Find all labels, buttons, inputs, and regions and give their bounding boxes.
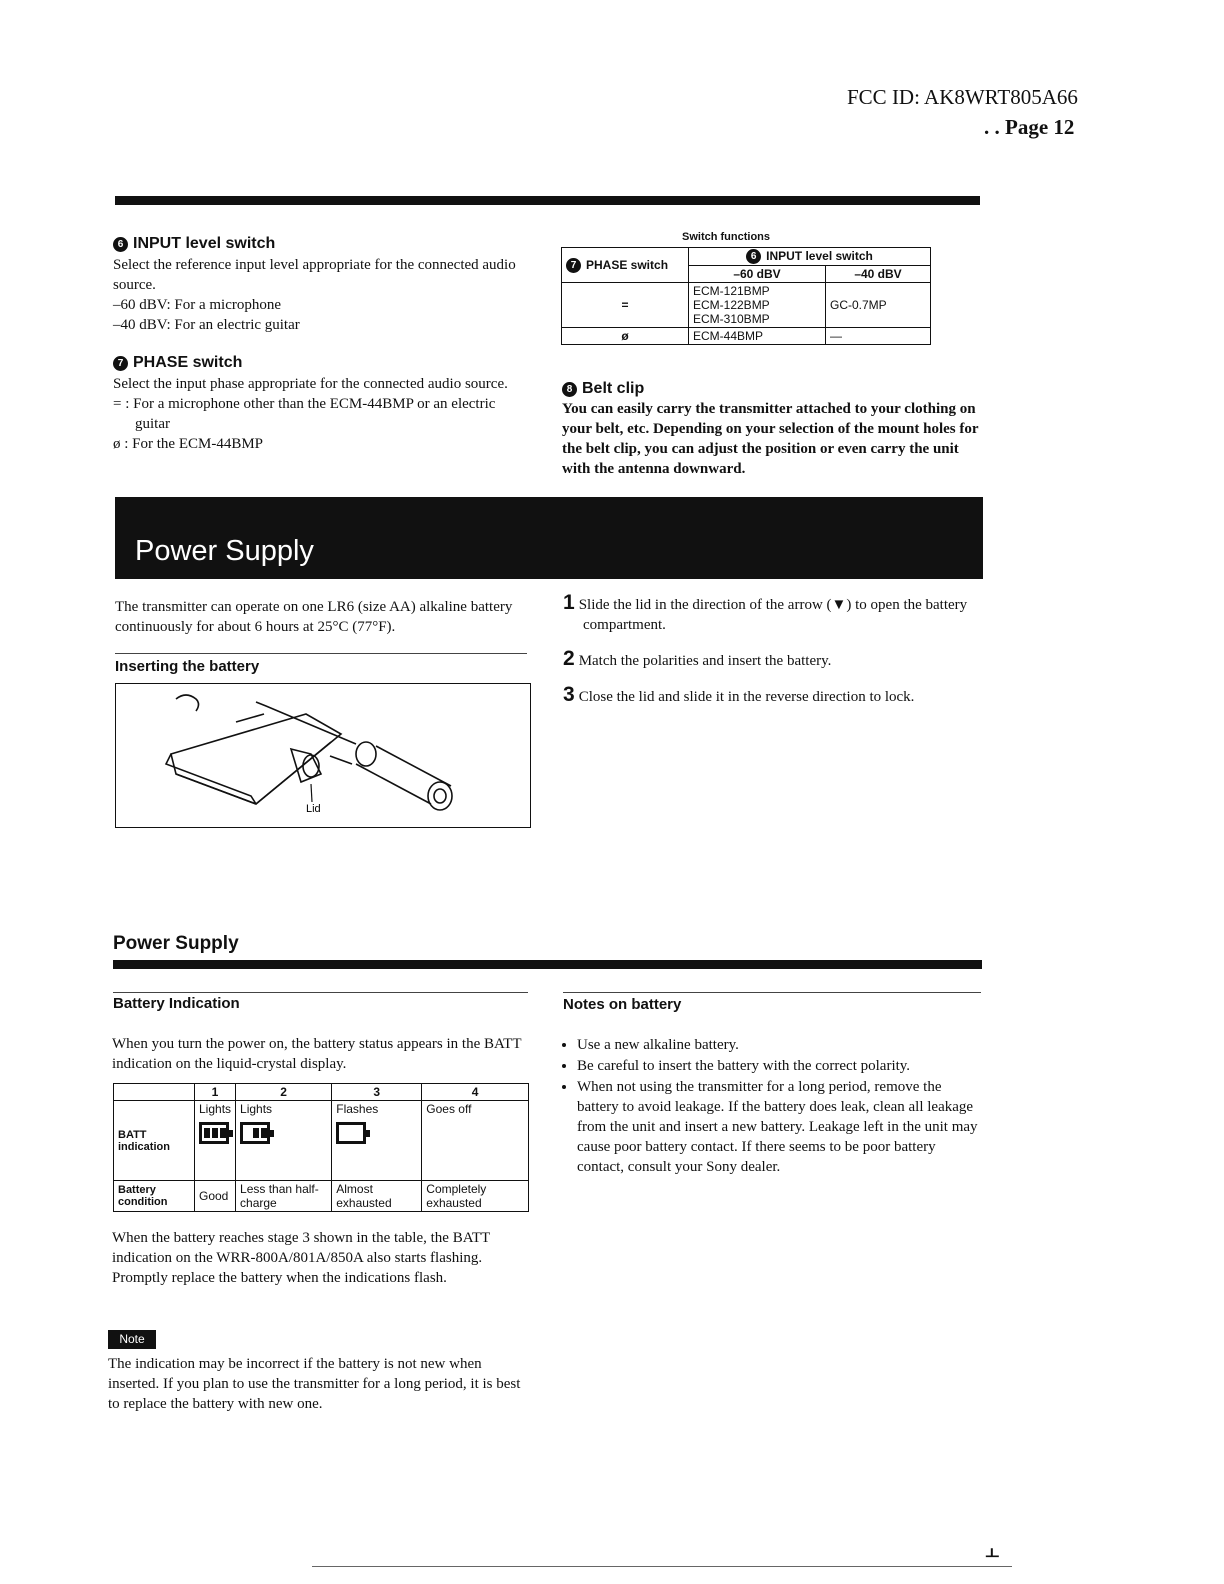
col-4: 4 <box>422 1084 529 1101</box>
cond-1: Good <box>195 1181 236 1212</box>
cond-4: Completely exhausted <box>422 1181 529 1212</box>
inserting-heading: Inserting the battery <box>115 658 260 675</box>
stage1-cell: Lights <box>195 1101 236 1181</box>
note-text: The indication may be incorrect if the battery is not new when inserted. If you plan to use the transmitter for a long period, it is best to replace the battery with new one. <box>108 1356 521 1412</box>
mid-rule <box>113 960 982 969</box>
row2-phase: ø <box>562 328 689 345</box>
phase-section <box>113 354 533 454</box>
batt-indication-label: BATT indication <box>114 1101 195 1181</box>
number-marker-icon: 7 <box>113 356 128 371</box>
battery-indication-heading: Battery Indication <box>113 995 240 1012</box>
col-minus40: –40 dBV <box>825 266 930 283</box>
input-level-opt2: –40 dBV: For an electric guitar <box>113 317 300 333</box>
col-3: 3 <box>332 1084 422 1101</box>
power-supply-banner <box>115 497 983 579</box>
power-intro: The transmitter can operate on one LR6 (size AA) alkaline battery continuously for about 6 hours at 25°C (77°F). <box>115 599 513 635</box>
battery-after-text: When the battery reaches stage 3 shown in the table, the BATT indication on the WRR-800A/801A/850A also starts flashing. Promptly replace the battery when the indications flash. <box>112 1230 490 1286</box>
number-marker-icon: 6 <box>746 249 761 264</box>
input-level-heading: 6 INPUT level switch <box>113 235 533 253</box>
col-1: 1 <box>195 1084 236 1101</box>
step-1: 1 Slide the lid in the direction of the arrow (▼) to open the battery compartment. <box>563 591 968 633</box>
switch-functions-table <box>561 247 931 345</box>
list-item: • Use a new alkaline battery. <box>577 1035 981 1055</box>
battery-illustration <box>115 683 531 828</box>
bottom-rule <box>312 1566 1012 1567</box>
lid-label: Lid <box>306 803 321 815</box>
battery-insert-diagram <box>116 684 530 827</box>
input-level-section <box>113 235 533 335</box>
notes-battery-rule <box>563 992 981 993</box>
row1-col1: ECM-121BMP ECM-122BMP ECM-310BMP <box>689 283 826 328</box>
battery-indication-rule <box>113 992 528 993</box>
input-header-cell: 6 INPUT level switch <box>689 248 931 266</box>
cond-2: Less than half-charge <box>236 1181 332 1212</box>
battery-indication-desc: When you turn the power on, the battery status appears in the BATT indication on the liquid-crystal display. <box>112 1036 522 1072</box>
step-2: 2 Match the polarities and insert the battery. <box>563 647 832 670</box>
phase-heading: 7 PHASE switch <box>113 354 533 372</box>
belt-clip-heading: 8 Belt clip <box>562 380 982 398</box>
input-level-opt1: –60 dBV: For a microphone <box>113 297 282 313</box>
battery-status-table <box>113 1083 529 1212</box>
phase-opt1: = : For a microphone other than the ECM-44BMP or an electric guitar <box>113 396 496 432</box>
battery-half-icon <box>240 1122 270 1144</box>
inserting-rule <box>115 653 527 654</box>
number-marker-icon: 8 <box>562 382 577 397</box>
number-marker-icon: 7 <box>566 258 581 273</box>
cond-3: Almost exhausted <box>332 1181 422 1212</box>
banner-title: Power Supply <box>135 535 314 567</box>
notes-battery-list <box>563 1035 981 1178</box>
corner-mark: ⫠ <box>985 1535 1000 1563</box>
row1-phase: = <box>562 283 689 328</box>
col-minus60: –60 dBV <box>689 266 826 283</box>
blank-cell <box>114 1084 195 1101</box>
list-item: • When not using the transmitter for a long period, remove the battery to avoid leakage. If the battery does leak, clean all leakage from the unit and insert a new battery. Leakage left in the unit may cause poor battery contact. If there seems to be poor battery contact, consult your Sony dealer. <box>577 1077 981 1177</box>
notes-battery-heading: Notes on battery <box>563 996 682 1013</box>
stage3-cell: Flashes <box>332 1101 422 1181</box>
battery-condition-label: Battery condition <box>114 1181 195 1212</box>
row1-col2: GC-0.7MP <box>825 283 930 328</box>
battery-empty-icon <box>336 1122 366 1144</box>
switch-table-caption: Switch functions <box>682 231 770 243</box>
battery-full-icon <box>199 1122 229 1144</box>
steps-list <box>563 593 983 707</box>
step-3: 3 Close the lid and slide it in the reverse direction to lock. <box>563 683 915 706</box>
stage2-cell: Lights <box>236 1101 332 1181</box>
row2-col2: — <box>825 328 930 345</box>
list-item: • Be careful to insert the battery with the correct polarity. <box>577 1056 981 1076</box>
power-supply-heading: Power Supply <box>113 933 239 954</box>
number-marker-icon: 6 <box>113 237 128 252</box>
top-rule <box>115 196 980 205</box>
stage4-cell: Goes off <box>422 1101 529 1181</box>
phase-desc: Select the input phase appropriate for the connected audio source. <box>113 376 508 392</box>
row2-col1: ECM-44BMP <box>689 328 826 345</box>
fcc-id: FCC ID: AK8WRT805A66 <box>847 85 1078 109</box>
phase-opt2: ø : For the ECM-44BMP <box>113 436 264 452</box>
phase-header-cell: 7 PHASE switch <box>562 248 689 283</box>
input-level-desc: Select the reference input level appropriate for the connected audio source. <box>113 257 516 293</box>
page-number: . . Page 12 <box>984 115 1075 139</box>
belt-clip-section <box>562 380 982 479</box>
note-badge: Note <box>108 1330 156 1349</box>
col-2: 2 <box>236 1084 332 1101</box>
belt-clip-desc: You can easily carry the transmitter attached to your clothing on your belt, etc. Depending on your selection of the mount holes for the belt clip, you can adjust the position or even carry the unit with the antenna downward. <box>562 401 979 477</box>
